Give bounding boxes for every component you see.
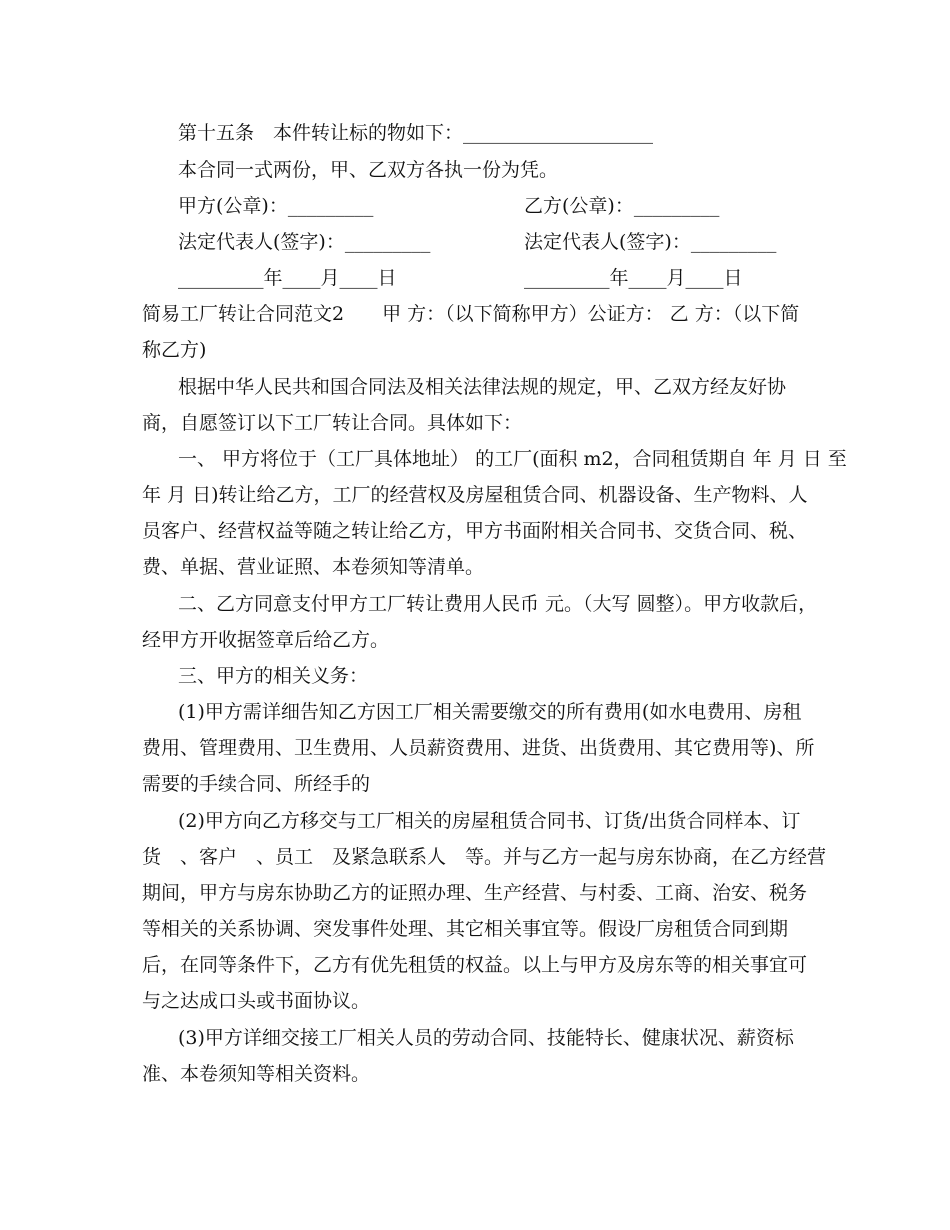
party-a-representative: 法定代表人(签字)：_________ <box>178 231 431 253</box>
heading-line-1: 简易工厂转让合同范文2 甲 方：（以下简称甲方）公证方： 乙 方：（以下简 <box>142 303 800 325</box>
item-3-line-1: (3)甲方详细交接工厂相关人员的劳动合同、技能特长、健康状况、薪资标 <box>178 1027 794 1049</box>
clause-1-line-4: 费、单据、营业证照、本卷须知等清单。 <box>142 556 485 578</box>
clause-1-line-3: 员客户、经营权益等随之转让给乙方，甲方书面附相关合同书、交货合同、税、 <box>142 520 808 542</box>
clause-2-line-2: 经甲方开收据签章后给乙方。 <box>142 629 390 651</box>
item-2-line-3: 期间，甲方与房东协助乙方的证照办理、生产经营、与村委、工商、治安、税务 <box>142 882 808 904</box>
item-2-line-1: (2)甲方向乙方移交与工厂相关的房屋租赁合同书、订货/出货合同样本、订 <box>178 810 801 832</box>
clause-1-line-1: 一、 甲方将位于（工厂具体地址） 的工厂(面积 m2，合同租赁期自 年 月 日 至 <box>178 448 847 470</box>
preamble-line-2: 商，自愿签订以下工厂转让合同。具体如下： <box>142 412 523 434</box>
party-a-seal: 甲方(公章)：_________ <box>178 195 374 217</box>
party-a-date: _________年____月____日 <box>178 267 397 289</box>
item-1-line-1: (1)甲方需详细告知乙方因工厂相关需要缴交的所有费用(如水电费用、房租 <box>178 701 802 723</box>
preamble-line-1: 根据中华人民共和国合同法及相关法律法规的规定，甲、乙双方经友好协 <box>178 376 787 398</box>
article-15: 第十五条 本件转让标的物如下：____________________ <box>178 122 654 144</box>
party-b-seal: 乙方(公章)：_________ <box>524 195 720 217</box>
item-3-line-2: 准、本卷须知等相关资料。 <box>142 1063 371 1085</box>
clause-2-line-1: 二、乙方同意支付甲方工厂转让费用人民币 元。（大写 圆整）。甲方收款后， <box>178 593 818 615</box>
party-b-date: _________年____月____日 <box>524 267 743 289</box>
item-2-line-2: 货 、客户 、员工 及紧急联系人 等。并与乙方一起与房东协商，在乙方经营 <box>142 846 827 868</box>
item-2-line-4: 等相关的关系协调、突发事件处理、其它相关事宜等。假设厂房租赁合同到期 <box>142 918 789 940</box>
item-1-line-3: 需要的手续合同、所经手的 <box>142 773 371 795</box>
clause-1-line-2: 年 月 日)转让给乙方，工厂的经营权及房屋租赁合同、机器设备、生产物料、人 <box>142 484 808 506</box>
item-2-line-6: 与之达成口头或书面协议。 <box>142 990 371 1012</box>
heading-line-2: 称乙方) <box>142 339 207 361</box>
copies-clause: 本合同一式两份，甲、乙双方各执一份为凭。 <box>178 159 559 181</box>
item-2-line-5: 后，在同等条件下，乙方有优先租赁的权益。以上与甲方及房东等的相关事宜可 <box>142 954 808 976</box>
item-1-line-2: 费用、管理费用、卫生费用、人员薪资费用、进货、出货费用、其它费用等)、所 <box>142 737 815 759</box>
clause-3-title: 三、甲方的相关义务： <box>178 665 369 687</box>
party-b-representative: 法定代表人(签字)：_________ <box>524 231 777 253</box>
